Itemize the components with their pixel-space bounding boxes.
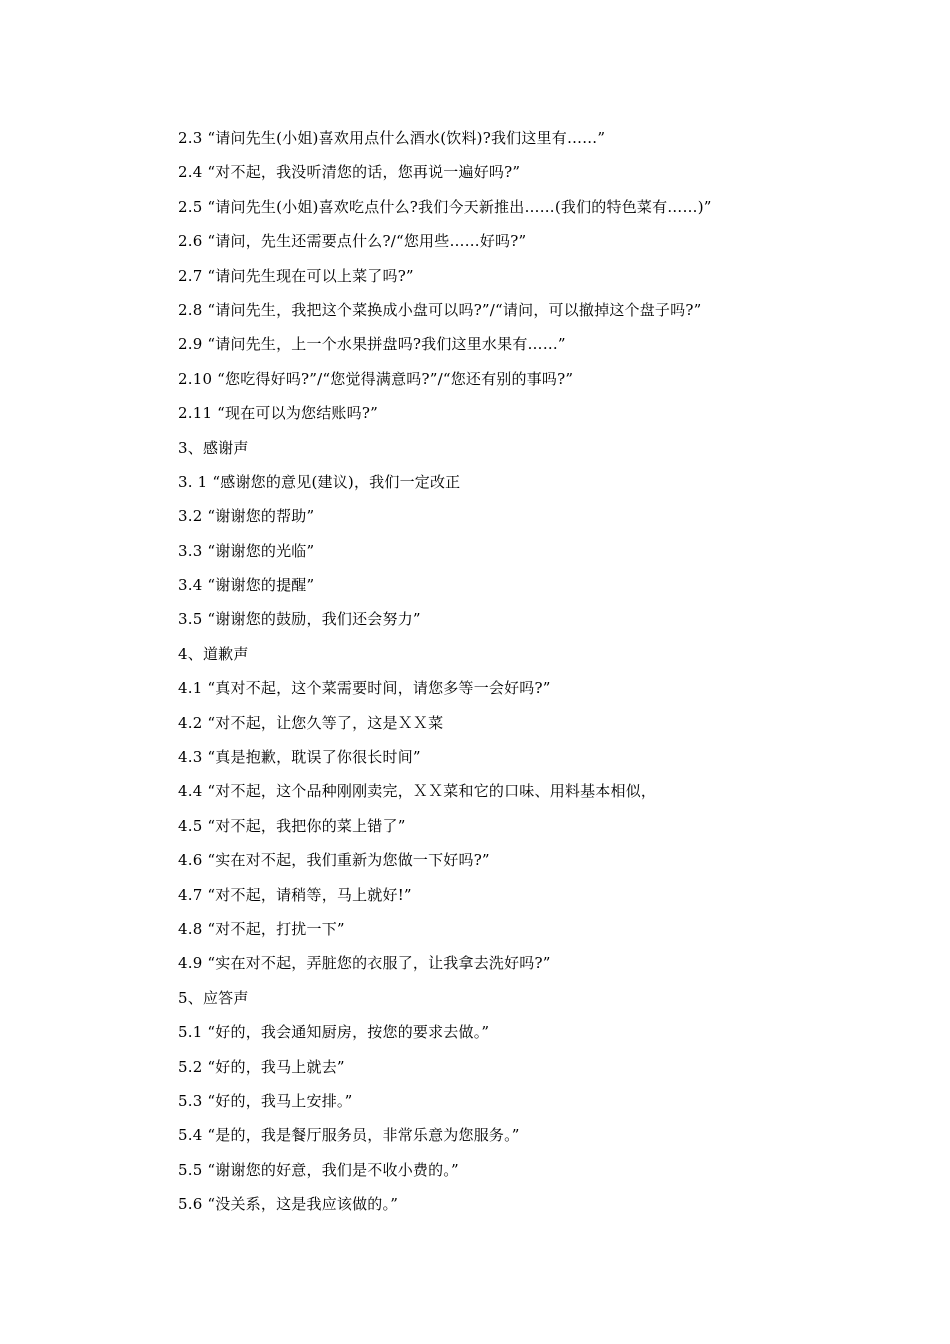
text-line: 4.6 “实在对不起，我们重新为您做一下好吗?”	[178, 851, 490, 870]
text-line: 3.5 “谢谢您的鼓励，我们还会努力”	[178, 610, 421, 629]
section-heading: 5、应答声	[178, 988, 249, 1007]
text-line: 5.1 “好的，我会通知厨房，按您的要求去做。”	[178, 1023, 490, 1042]
document-body	[178, 124, 918, 1225]
text-line: 4.4 “对不起，这个品种刚刚卖完，ＸＸ菜和它的口味、用料基本相似，	[178, 782, 657, 801]
text-line: 2.4 “对不起，我没听清您的话，您再说一遍好吗?”	[178, 163, 521, 182]
text-line: 4.2 “对不起，让您久等了，这是ＸＸ菜	[178, 713, 444, 732]
text-line: 5.3 “好的，我马上安排。”	[178, 1091, 353, 1110]
text-line: 5.5 “谢谢您的好意，我们是不收小费的。”	[178, 1160, 459, 1179]
text-line: 2.7 “请问先生现在可以上菜了吗?”	[178, 266, 414, 285]
text-line: 5.6 “没关系，这是我应该做的。”	[178, 1195, 399, 1214]
text-line: 2.8 “请问先生，我把这个菜换成小盘可以吗?”/“请问，可以撤掉这个盘子吗?”	[178, 300, 702, 319]
text-line: 2.3 “请问先生(小姐)喜欢用点什么酒水(饮料)?我们这里有……”	[178, 129, 606, 147]
text-line: 2.10 “您吃得好吗?”/“您觉得满意吗?”/“您还有别的事吗?”	[178, 369, 574, 388]
text-line: 4.7 “对不起，请稍等，马上就好!”	[178, 885, 412, 904]
text-line: 4.5 “对不起，我把你的菜上错了”	[178, 816, 406, 835]
text-line: 5.2 “好的，我马上就去”	[178, 1057, 345, 1076]
text-line: 2.9 “请问先生，上一个水果拼盘吗?我们这里水果有……”	[178, 335, 566, 354]
text-line: 4.8 “对不起，打扰一下”	[178, 919, 345, 938]
text-line: 3.3 “谢谢您的光临”	[178, 541, 315, 560]
section-heading: 3、感谢声	[178, 438, 249, 457]
text-line: 3.4 “谢谢您的提醒”	[178, 576, 315, 595]
text-line: 3. 1 “感谢您的意见(建议)，我们一定改正	[178, 472, 461, 491]
text-line: 4.1 “真对不起，这个菜需要时间，请您多等一会好吗?”	[178, 679, 551, 698]
text-line: 5.4 “是的，我是餐厅服务员，非常乐意为您服务。”	[178, 1126, 520, 1145]
text-line: 4.3 “真是抱歉，耽误了你很长时间”	[178, 748, 421, 767]
text-line: 4.9 “实在对不起，弄脏您的衣服了，让我拿去洗好吗?”	[178, 954, 551, 973]
text-line: 3.2 “谢谢您的帮助”	[178, 507, 315, 526]
text-line: 2.11 “现在可以为您结账吗?”	[178, 404, 378, 423]
text-line: 2.5 “请问先生(小姐)喜欢吃点什么?我们今天新推出……(我们的特色菜有……)”	[178, 197, 712, 216]
text-line: 2.6 “请问，先生还需要点什么?/“您用些……好吗?”	[178, 232, 527, 251]
section-heading: 4、道歉声	[178, 644, 249, 663]
